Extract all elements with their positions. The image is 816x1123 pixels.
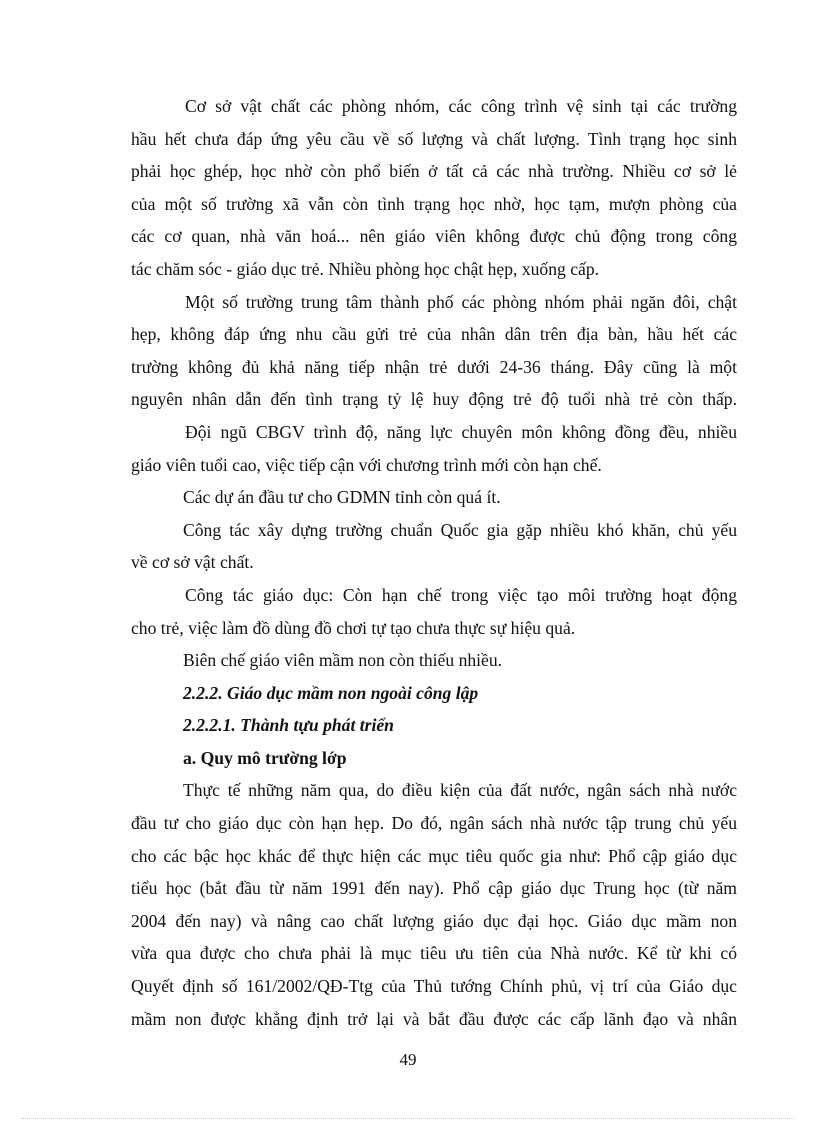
text-line: phải học ghép, học nhờ còn phổ biến ở tất cả các nhà trường. Nhiều cơ sở lẻ <box>131 161 737 182</box>
text-line: Thực tế những năm qua, do điều kiện của đất nước, ngân sách nhà nước <box>183 780 737 801</box>
footer-divider <box>22 1118 794 1119</box>
text-line: vừa qua được cho chưa phải là mục tiêu ưu tiên của Nhà nước. Kể từ khi có <box>131 943 737 964</box>
text-line: Công tác giáo dục: Còn hạn chế trong việc tạo môi trường hoạt động <box>185 584 737 605</box>
text-line: Đội ngũ CBGV trình độ, năng lực chuyên môn không đồng đều, nhiều <box>185 421 737 442</box>
text-line: Cơ sở vật chất các phòng nhóm, các công trình vệ sinh tại các trường <box>185 96 737 116</box>
page-number: 49 <box>399 1050 417 1069</box>
text-line: tiểu học (bắt đầu từ năm 1991 đến nay). Phổ cập giáo dục Trung học (từ năm <box>131 878 737 899</box>
text-line: mầm non được khẳng định trở lại và bắt đầu được các cấp lãnh đạo và nhân <box>131 1008 737 1029</box>
text-line: đầu tư cho giáo dục còn hạn hẹp. Do đó, ngân sách nhà nước tập trung chủ yếu <box>131 813 737 834</box>
text-line: các cơ quan, nhà văn hoá... nên giáo viên không được chủ động trong công <box>131 226 737 247</box>
text-line: về cơ sở vật chất. <box>131 552 254 573</box>
text-line: 2004 đến nay) và nâng cao chất lượng giáo dục đại học. Giáo dục mầm non <box>131 910 737 931</box>
text-line: tác chăm sóc - giáo dục trẻ. Nhiều phòng học chật hẹp, xuống cấp. <box>131 258 600 279</box>
text-line: nguyên nhân dẫn đến tình trạng tỷ lệ huy động trẻ độ tuổi nhà trẻ còn thấp. <box>131 389 737 410</box>
text-line: Quyết định số 161/2002/QĐ-Ttg của Thủ tướng Chính phủ, vị trí của Giáo dục <box>131 976 737 997</box>
text-line: Một số trường trung tâm thành phố các phòng nhóm phải ngăn đôi, chật <box>185 291 737 312</box>
text-line: giáo viên tuổi cao, việc tiếp cận với chương trình mới còn hạn chế. <box>131 454 602 475</box>
text-line: trường không đủ khả năng tiếp nhận trẻ dưới 24-36 tháng. Đây cũng là một <box>131 356 737 377</box>
text-line: hẹp, không đáp ứng nhu cầu gửi trẻ của nhân dân trên địa bàn, hầu hết các <box>131 324 737 345</box>
text-line: Biên chế giáo viên mầm non còn thiếu nhiều. <box>183 650 503 671</box>
section-heading: 2.2.2.1. Thành tựu phát triển <box>183 715 394 736</box>
text-line: Công tác xây dựng trường chuẩn Quốc gia gặp nhiều khó khăn, chủ yếu <box>183 519 737 540</box>
text-line: của một số trường xã vẫn còn tình trạng học nhờ, học tạm, mượn phòng của <box>131 193 737 214</box>
text-line: Các dự án đầu tư cho GDMN tỉnh còn quá ít. <box>183 487 501 508</box>
text-line: hầu hết chưa đáp ứng yêu cầu về số lượng và chất lượng. Tình trạng học sinh <box>131 128 737 149</box>
text-line: cho trẻ, việc làm đồ dùng đồ chơi tự tạo chưa thực sự hiệu quả. <box>131 617 576 638</box>
section-heading: 2.2.2. Giáo dục mầm non ngoài công lập <box>183 682 479 703</box>
document-body <box>131 90 737 1035</box>
text-line: cho các bậc học khác để thực hiện các mục tiêu quốc gia như: Phổ cập giáo dục <box>131 845 737 866</box>
section-heading: a. Quy mô trường lớp <box>183 747 347 768</box>
